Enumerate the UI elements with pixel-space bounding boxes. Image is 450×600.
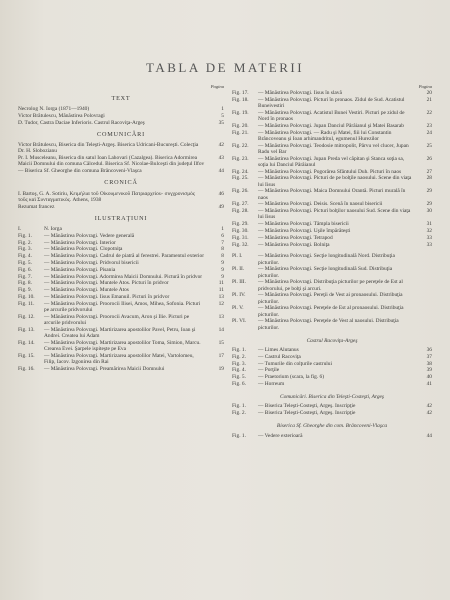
entry-text: — Mănăstirea Polovragi. Pereţele de Vest al naosului. Distribuţia picturilor. [258, 318, 399, 331]
entry-text: — Mănăstirea Polovragi. Pereţele de Est al pronaosului. Distribuţia picturilor. [258, 305, 404, 318]
entry-text: — Limes Alutanus [258, 346, 299, 353]
entry-ref: Fig. 9. [18, 287, 32, 294]
entry-ref: Fig. 29. [232, 221, 249, 228]
toc-entry [18, 240, 224, 246]
entry-ref: Fig. 2. [232, 410, 246, 417]
toc-entry [232, 318, 432, 330]
entry-ref: Fig. 24. [232, 168, 249, 175]
entry-page-number: 24 [426, 129, 432, 136]
entry-text: — Vedere exterioară [258, 432, 303, 439]
entry-ref: Fig. 19. [232, 109, 249, 116]
entry-text: — Mănăstirea Polovragi. Jupan Preda vel căpitan şi Stanca soţia sa, soţia lui Danciul Pârâianul [258, 155, 405, 168]
toc-entry [18, 340, 224, 352]
toc-entry [18, 301, 224, 313]
subsection-heading: Castrul Racoviţa-Argeş [306, 337, 358, 344]
entry-ref: Fig. 25. [232, 175, 249, 182]
entry-text: — Mănăstirea Polovragi. Bolniţa [258, 241, 330, 248]
entry-text: — Mănăstirea Polovragi. Cadrul de piatră al ferestrei. Paramentul exterior [44, 253, 205, 260]
entry-text: — Biserica Teleşti-Costeşti, Argeş. Inscripţie [258, 410, 356, 417]
toc-entry [18, 106, 224, 112]
entry-ref: Pl. VI. [232, 318, 247, 325]
entry-ref: Fig. 32. [232, 241, 249, 248]
entry-page-number: 29 [426, 201, 432, 208]
toc-entry [232, 228, 432, 234]
toc-entry [18, 226, 224, 232]
toc-entry [232, 90, 432, 96]
entry-text: — Mănăstirea Polovragi. Pridvorul bisericii [44, 260, 139, 266]
entry-text: Necrolog N. Iorga (1871—1940) [18, 106, 90, 113]
toc-entry [18, 280, 224, 286]
entry-text: — Mănăstirea Polovragi. Martirizarea apostolilor Matei, Vartolomeu, Filip, Iacov. Izgonirea din Rai [44, 352, 194, 365]
section-heading: TEXT [111, 95, 131, 102]
entry-page-number [416, 318, 432, 330]
entry-text: — Tumurile din colţurile castrului [258, 360, 332, 367]
entry-page-number: 14 [218, 326, 224, 333]
toc-entry [232, 374, 432, 380]
entry-page-number: 29 [426, 188, 432, 195]
entry-page-number: 8 [221, 246, 224, 253]
entry-text: — Mănăstirea Polovragi. Preamărirea Maicii Domnului [44, 365, 165, 372]
subsection-heading: Comunicări. Biserica din Teleşti-Costeşti, Argeş [279, 394, 385, 401]
section-heading: ILUSTRAŢIUNI [94, 214, 148, 222]
toc-entry [232, 110, 432, 122]
toc-entry [232, 188, 432, 200]
entry-text: — Mănăstirea Polovragi. Martirizarea apostolilor Toma, Simion, Marcu. Crearea Evei. Şarpele ispiteşte pe Eva [44, 339, 201, 352]
toc-entry [232, 361, 432, 367]
toc-entry [18, 113, 224, 119]
toc-entry [232, 123, 432, 129]
entry-page-number: 1 [221, 226, 224, 233]
entry-ref: Fig. 26. [232, 188, 249, 195]
entry-ref: Pl. I. [232, 253, 243, 260]
entry-page-number: 32 [426, 227, 432, 234]
entry-page-number: 1 [221, 106, 224, 113]
entry-text: — Mănăstirea Polovragi. Teodosie mitropolit, Pârvu vel clucer, Jupan Radu vel Bar [258, 142, 409, 155]
entry-ref: Fig. 27. [232, 201, 249, 208]
toc-entry [232, 130, 432, 142]
entry-text: — Mănăstirea Polovragi. Iisus Emanuil. Picturi în pridvor [44, 293, 170, 300]
entry-text: Rezumat francez [18, 203, 55, 210]
entry-page-number: 33 [426, 234, 432, 241]
entry-page-number: 46 [218, 190, 224, 197]
entry-page-number: 38 [426, 360, 432, 367]
entry-ref: Fig. 21. [232, 129, 249, 136]
entry-ref: Fig. 4. [232, 367, 246, 374]
toc-entry [18, 246, 224, 252]
entry-page-number: 11 [218, 280, 224, 287]
entry-ref: Fig. 5. [232, 374, 246, 381]
toc-entry [18, 267, 224, 273]
entry-text: — Mănăstirea Polovragi. Secţie longitudinală Nord. Distribuţia picturilor. [258, 253, 395, 266]
entry-page-number: 6 [221, 232, 224, 239]
toc-entry [232, 292, 432, 304]
entry-text: — Mănăstirea Polovragi. Tâmpla bisericii [258, 221, 349, 228]
entry-page-number: 36 [426, 346, 432, 353]
entry-ref: Fig. 11. [18, 300, 35, 307]
toc-entry [232, 433, 432, 439]
entry-page-number [416, 279, 432, 291]
toc-entry [18, 120, 224, 126]
entry-ref: Fig. 1. [18, 232, 32, 239]
entry-page-number: 5 [221, 113, 224, 119]
entry-text: — Mănăstirea Polovragi. Proorocii Avacum, Aron şi Ilie. Picturi pe arcurile pridvorului [44, 313, 190, 326]
entry-ref: Fig. 15. [18, 352, 35, 359]
entry-page-number: 43 [218, 155, 224, 162]
entry-ref: Fig. 6. [18, 266, 32, 273]
entry-ref: Fig. 10. [18, 293, 35, 300]
entry-ref: Fig. 18. [232, 96, 249, 103]
entry-text: — Mănăstirea Polovragi. Iisus în slavă [258, 90, 342, 96]
toc-entry [18, 260, 224, 266]
entry-ref: Fig. 17. [232, 90, 249, 96]
toc-entry [232, 201, 432, 207]
toc-entry [232, 266, 432, 278]
entry-page-number: 44 [426, 432, 432, 439]
entry-page-number: 13 [218, 293, 224, 300]
entry-text: — Mănăstirea Polovragi. Proorocii Ilisei, Amos, Mihea, Sofonia. Picturi pe arcurile pridvorului [44, 300, 201, 313]
left-column [18, 84, 224, 373]
entry-text: — Mănăstirea Polovragi. Picturi de pe bolţile naosului. Scene din viaţa lui Iisus [258, 175, 412, 188]
entry-ref: Pl. II. [232, 266, 245, 273]
toc-entry [18, 204, 224, 210]
toc-entry [232, 347, 432, 353]
entry-text: Victor Brătulescu, Biserica din Teleşti-Argeş. Biserica Udricani-Bucureşti. Colecţia Dr. H. Slobozianu [18, 142, 199, 155]
entry-ref: Fig. 2. [232, 353, 246, 360]
entry-text: — Porţile [258, 367, 280, 374]
entry-page-number: 44 [218, 168, 224, 175]
entry-ref: Fig. 7. [18, 273, 32, 280]
entry-text: — Mănăstirea Polovragi. Interior [44, 239, 116, 246]
entry-ref: Fig. 4. [18, 253, 32, 260]
entry-text: Victor Brătulescu, Mănăstirea Polovragi [18, 113, 105, 119]
entry-text: — Mănăstirea Polovragi. Clopotniţa [44, 246, 123, 253]
entry-ref: Fig. 13. [18, 326, 35, 333]
entry-ref: Fig. 3. [18, 246, 32, 253]
entry-page-number: 22 [426, 109, 432, 116]
entry-page-number: 37 [426, 353, 432, 360]
entry-text: — Mănăstirea Polovragi. Vedere generală [44, 232, 135, 239]
entry-page-number: 42 [218, 142, 224, 149]
entry-text: — Biserica Sf. Gheorghe din comuna Brâncoveni-Vlaşca [18, 168, 142, 175]
entry-page-number: 23 [426, 122, 432, 129]
entry-text: — Mănăstirea Polovragi. Adormirea Maicii Domnului. Pictură în pridvor [44, 273, 203, 280]
toc-entry [18, 327, 224, 339]
entry-page-number: 19 [218, 365, 224, 372]
entry-text: — Mănăstirea Polovragi. Picturi în pronaos. Zidul de Sud. Acatistul Buneivestiri [258, 96, 405, 109]
entry-page-number: 39 [426, 367, 432, 374]
toc-entry [18, 155, 224, 167]
entry-page-number: 35 [218, 119, 224, 126]
toc-entry [232, 410, 432, 416]
toc-entry [18, 142, 224, 154]
entry-page-number: 17 [218, 352, 224, 359]
page-column-header: Pagina [210, 84, 224, 89]
entry-ref: Fig. 14. [18, 339, 35, 346]
entry-ref: Pl. III. [232, 279, 246, 286]
page-title: TABLA DE MATERII [145, 60, 305, 75]
entry-page-number [416, 253, 432, 265]
entry-page-number [416, 266, 432, 278]
right-column [232, 84, 432, 439]
entry-text: — Mănăstirea Polovragi. Uşile împărăteşti [258, 227, 351, 234]
toc-entry [18, 191, 224, 203]
toc-entry [232, 279, 432, 291]
entry-ref: Fig. 3. [232, 360, 246, 367]
entry-ref: Fig. 1. [232, 346, 246, 353]
entry-text: — Mănăstirea Polovragi. Muntele Atos. Picturi în pridvor [44, 280, 169, 287]
entry-text: — Biserica Teleşti-Costeşti, Argeş. Inscripţie [258, 403, 356, 410]
toc-entry [232, 381, 432, 387]
entry-ref: Fig. 23. [232, 155, 249, 162]
toc-entry [232, 156, 432, 168]
entry-text: — Mănăstirea Polovragi. Maica Domnului Orantă. Picturi murală în naos [258, 188, 406, 201]
toc-entry [232, 235, 432, 241]
entry-page-number: 42 [426, 410, 432, 417]
entry-text: — Mănăstirea Polovragi. Pisania [44, 266, 116, 273]
entry-text: — Mănăstirea Polovragi. Tetrapod [258, 234, 333, 241]
toc-entry [232, 169, 432, 175]
entry-text: — Mănăstirea Polovragi. Secţie longitudinală Sud. Distribuţia picturilor. [258, 266, 393, 279]
entry-text: — Mănăstirea Polovragi. Acatistul Bunei Vestiri. Picturi pe zidul de Nord în pronaos [258, 109, 405, 122]
toc-entry [232, 97, 432, 109]
entry-ref: Fig. 2. [18, 239, 32, 246]
entry-text: — Mănăstirea Polovragi. Pereţii de Vest ai pronaosului. Distribuţia picturilor. [258, 292, 403, 305]
entry-page-number: 30 [426, 208, 432, 215]
entry-page-number: 25 [426, 142, 432, 149]
entry-page-number [416, 305, 432, 317]
entry-page-number: 7 [221, 239, 224, 246]
toc-entry [232, 253, 432, 265]
entry-ref: Fig. 5. [18, 260, 32, 266]
entry-text: — Mănăstirea Polovragi. Deisis. Scenă în naosul bisericii [258, 201, 383, 208]
entry-page-number: 9 [221, 260, 224, 266]
entry-ref: Fig. 12. [18, 313, 35, 320]
entry-ref: Fig. 31. [232, 234, 249, 241]
entry-page-number: 49 [218, 203, 224, 210]
entry-page-number: 12 [218, 300, 224, 307]
toc-entry [18, 353, 224, 365]
entry-ref: Pl. V. [232, 305, 244, 312]
toc-entry [232, 367, 432, 373]
entry-ref: Fig. 1. [232, 432, 246, 439]
toc-entry [232, 305, 432, 317]
entry-page-number: 31 [426, 221, 432, 228]
entry-ref: Fig. 1. [232, 403, 246, 410]
entry-text: — Praetorium (scara, la fig. 6) [258, 374, 325, 381]
entry-ref: Fig. 16. [18, 365, 35, 372]
entry-page-number: 40 [426, 374, 432, 381]
entry-page-number: 13 [218, 313, 224, 320]
entry-page-number: 26 [426, 155, 432, 162]
entry-ref: Fig. 22. [232, 142, 249, 149]
toc-entry [232, 208, 432, 220]
entry-page-number: 41 [426, 380, 432, 387]
toc-entry [18, 366, 224, 372]
entry-text: — Horreum [258, 380, 285, 387]
entry-page-number: 9 [221, 273, 224, 280]
entry-text: — Mănăstirea Polovragi. Pogorârea Sfântului Duh. Picturi în naos [258, 168, 402, 175]
entry-ref: Pl. IV. [232, 292, 246, 299]
entry-page-number [416, 292, 432, 304]
entry-ref: Fig. 28. [232, 208, 249, 215]
toc-entry [18, 168, 224, 174]
toc-entry [232, 221, 432, 227]
entry-text: — Castrul Racoviţa [258, 353, 301, 360]
section-heading: COMUNICĂRI [97, 131, 145, 138]
entry-text: I. Bartoş, G. A. Sotiriu, Κειμήλια τοῦ Οἰκουμενικοῦ Πατριαρχείου· συγχρονισμὸς τοῦς καὶ Συνταγματικὸς. Athens, 1938 [18, 190, 195, 203]
entry-ref: Fig. 20. [232, 122, 249, 129]
entry-text: — Mănăstirea Polovragi. Martirizarea apostolilor Pavel, Petru, Ioan şi Andrei. Createa lui Adam [44, 326, 196, 339]
toc-entry [18, 294, 224, 300]
entry-ref: I. [18, 226, 22, 233]
entry-ref: Fig. 6. [232, 380, 246, 387]
entry-page-number: 9 [221, 266, 224, 273]
page-column-header: Pagina [418, 84, 432, 89]
toc-entry [232, 175, 432, 187]
entry-text: D. Tudor, Castra Daciae Inferioris. Castrul Racoviţa-Argeş [18, 119, 145, 126]
toc-entry [232, 242, 432, 248]
entry-page-number: 11 [218, 287, 224, 294]
toc-entry [232, 354, 432, 360]
toc-entry [18, 253, 224, 259]
entry-page-number: 42 [426, 403, 432, 410]
entry-page-number: 15 [218, 339, 224, 346]
entry-text: N. Iorga [44, 226, 62, 233]
toc-entry [232, 143, 432, 155]
toc-entry [18, 287, 224, 293]
entry-page-number: 20 [426, 90, 432, 96]
toc-entry [18, 314, 224, 326]
entry-ref: Fig. 8. [18, 280, 32, 287]
section-heading: CRONICĂ [104, 179, 138, 187]
entry-text: — Mănăstirea Polovragi. Muntele Atos [44, 287, 129, 294]
entry-ref: Fig. 30. [232, 227, 249, 234]
entry-page-number: 21 [426, 96, 432, 103]
entry-page-number: 33 [426, 241, 432, 248]
entry-page-number: 27 [426, 168, 432, 175]
toc-entry [232, 403, 432, 409]
entry-text: — Mănăstirea Polovragi. Picturi bolţilor naosului Sud. Scene din viaţa lui Iisus [258, 208, 411, 221]
subsection-heading: Biserica Sf. Gheorghe din com. Brâncoveni-Vlaşca [276, 423, 388, 430]
entry-text: Pr. I. Musceleanu, Biserica din satul Ioan Lahovari (Cazalgea). Biserica Adormirea Maicii Domnului din comuna Câlcedul. Biserica Sf. Nicolae-Bulceşti din judeţul Ilfov [18, 155, 205, 168]
entry-page-number: 28 [426, 175, 432, 182]
toc-entry [18, 274, 224, 280]
toc-entry [18, 233, 224, 239]
entry-text: — Mănăstirea Polovragi. Jupan Danciul Pârâianul şi Matei Basarab [258, 122, 404, 129]
entry-text: — Mănăstirea Polovragi. — Radu şi Matei, fiii lui Constantin Brâncoveanu şi Ioan arhimandritul, egumenul Hurezilor [258, 129, 392, 142]
entry-text: — Mănăstirea Polovragi. Distribuţia picturilor pe pereţele de Est al pridvorului, pe bolţi şi arcuri. [258, 279, 403, 292]
entry-page-number: 8 [221, 253, 224, 260]
